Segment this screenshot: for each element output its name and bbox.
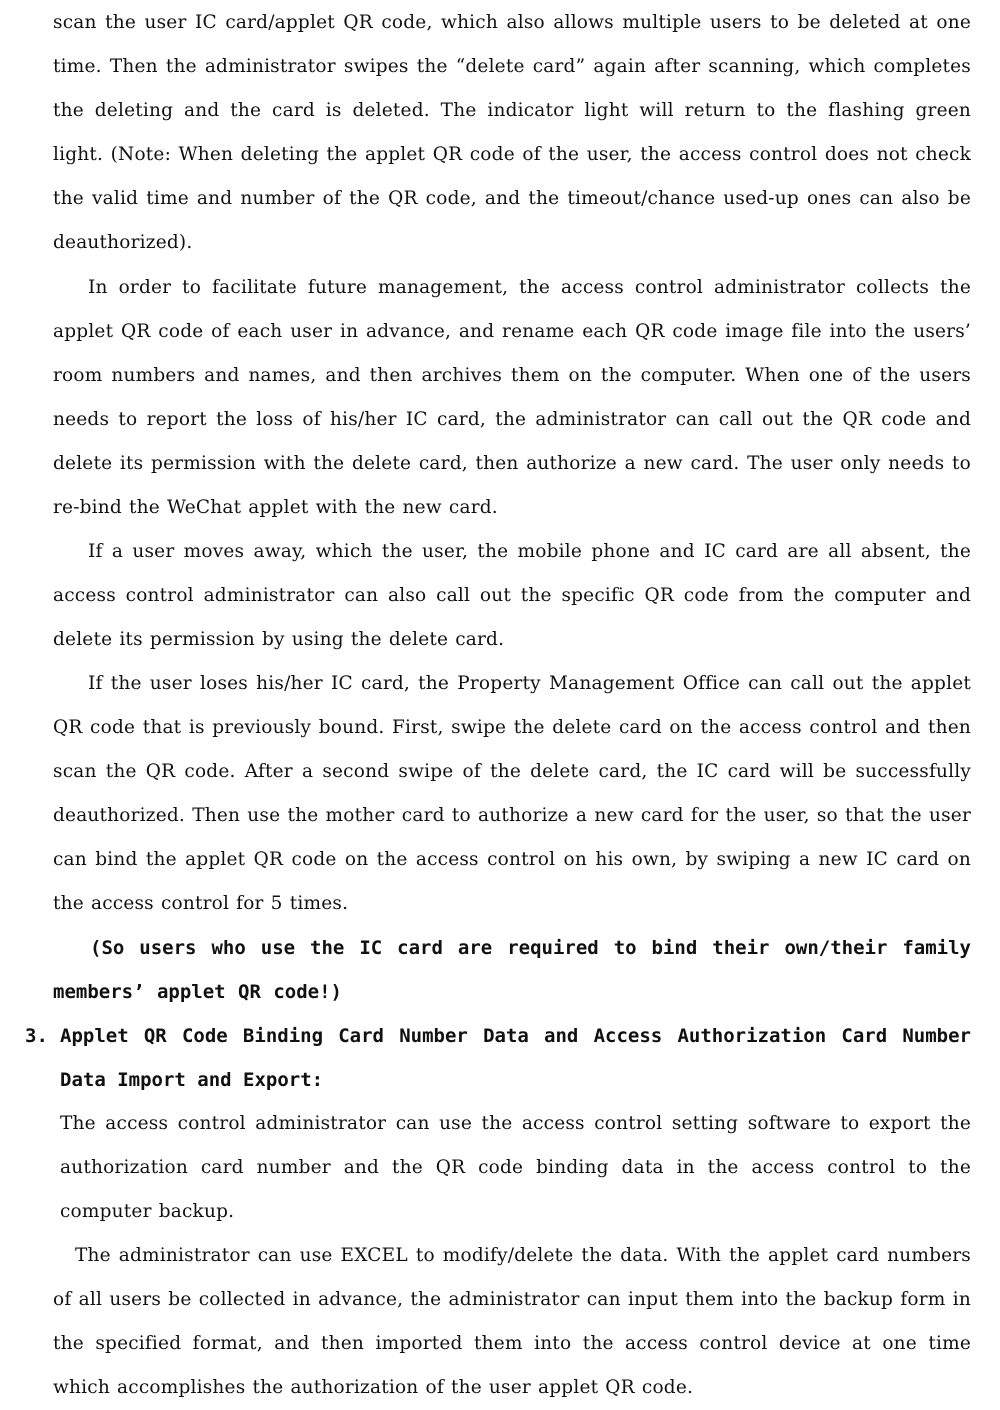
section-number: 3. [25,1025,48,1047]
section-title: Applet QR Code Binding Card Number Data and Access Authorization Card Number Data Import and Export: [60,1025,971,1091]
paragraph-user-moves-away: If a user moves away, which the user, the mobile phone and IC card are all absent, the access control administrator can also call out the specific QR code from the computer and delete its permission by using the delete card. [53,541,971,650]
paragraph-lost-ic-card: If the user loses his/her IC card, the Property Management Office can call out the applet QR code that is previously bound. First, swipe the delete card on the access control and then scan the QR code. After a second swipe of the delete card, the IC card will be successfully deauthorized. Then use the mother card to authorize a new card for the user, so that the user can bind the applet QR code on the access control on his own, by swiping a new IC card on the access control for 5 times. [53,673,971,914]
paragraph-delete-multiple-users: scan the user IC card/applet QR code, which also allows multiple users to be deleted at one time. Then the administrator swipes the “delete card” again after scanning, which completes the deleting and the card is deleted. The indicator light will return to the flashing green light. (Note: When deleting the applet QR code of the user, the access control does not check the valid time and number of the QR code, and the timeout/chance used-up ones can also be deauthorized). [53,12,971,253]
paragraph-import-excel: The administrator can use EXCEL to modify/delete the data. With the applet card numbers of all users be collected in advance, the administrator can input them into the backup form in the specified format, and then imported them into the access control device at one time which accomplishes the authorization of the user applet QR code. [53,1245,971,1398]
bold-note: (So users who use the IC card are required to bind their own/their family members’ applet QR code!) [53,937,971,1003]
paragraph-future-management: In order to facilitate future management, the access control administrator collects the applet QR code of each user in advance, and rename each QR code image file into the users’ room numbers and names, and then archives them on the computer. When one of the users needs to report the loss of his/her IC card, the administrator can call out the QR code and delete its permission with the delete card, then authorize a new card. The user only needs to re-bind the WeChat applet with the new card. [53,277,971,518]
section-3-heading [25,1014,971,1102]
paragraph-export-data: The access control administrator can use the access control setting software to export the authorization card number and the QR code binding data in the access control to the computer backup. [60,1113,971,1222]
